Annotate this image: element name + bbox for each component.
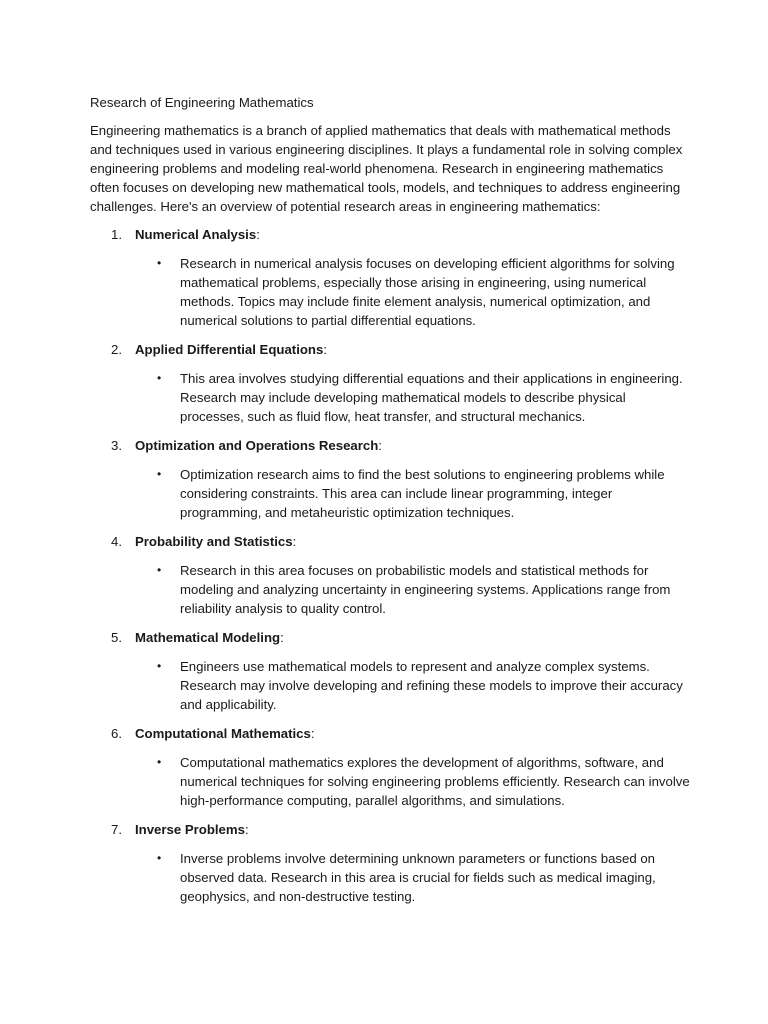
section-7 xyxy=(90,820,690,906)
section-number: 4. xyxy=(111,534,122,549)
bullet-icon: • xyxy=(157,755,162,769)
section-title: Applied Differential Equations xyxy=(135,342,324,357)
bullet-text: Optimization research aims to find the best solutions to engineering problems while considering constraints. This area can include linear programming, integer programming, and metaheuristic optimization techniques. xyxy=(180,467,665,520)
section-heading xyxy=(90,225,690,244)
section-5 xyxy=(90,628,690,714)
bullet-item xyxy=(90,465,690,522)
section-number: 7. xyxy=(111,822,122,837)
document-page xyxy=(90,93,690,916)
section-colon: : xyxy=(378,438,382,453)
bullet-item xyxy=(90,657,690,714)
section-heading xyxy=(90,724,690,743)
section-3 xyxy=(90,436,690,522)
section-colon: : xyxy=(280,630,284,645)
bullet-text: Inverse problems involve determining unknown parameters or functions based on observed data. Research in this area is crucial for fields such as medical imaging, geophysics, and non-destructive testing. xyxy=(180,851,656,904)
bullet-icon: • xyxy=(157,659,162,673)
bullet-item xyxy=(90,561,690,618)
bullet-item xyxy=(90,369,690,426)
bullet-icon: • xyxy=(157,467,162,481)
section-number: 3. xyxy=(111,438,122,453)
document-title: Research of Engineering Mathematics xyxy=(90,95,314,110)
section-heading xyxy=(90,820,690,839)
section-colon: : xyxy=(292,534,297,549)
section-heading xyxy=(90,340,690,359)
section-title: Mathematical Modeling xyxy=(135,630,281,645)
bullet-text: Engineers use mathematical models to represent and analyze complex systems. Research may involve developing and refining these models to improve their accuracy and applicability. xyxy=(180,659,683,712)
section-title: Inverse Problems xyxy=(135,822,245,837)
section-title: Computational Mathematics xyxy=(135,726,311,741)
section-heading xyxy=(90,628,690,647)
bullet-icon: • xyxy=(157,371,162,385)
section-colon: : xyxy=(323,342,327,357)
section-title: Numerical Analysis xyxy=(135,227,257,242)
bullet-item xyxy=(90,753,690,810)
intro-paragraph: Engineering mathematics is a branch of applied mathematics that deals with mathematical methods and techniques used in various engineering disciplines. It plays a fundamental role in solving complex engineering problems and modeling real-world phenomena. Research in engineering mathematics often focuses on developing new mathematical tools, models, and techniques to address engineering challenges. Here's an overview of potential research areas in engineering mathematics: xyxy=(90,123,683,214)
bullet-text: Computational mathematics explores the development of algorithms, software, and numerical techniques for solving engineering problems efficiently. Research can involve high-performance computing, parallel algorithms, and simulations. xyxy=(180,755,690,808)
section-heading xyxy=(90,532,690,551)
bullet-text: Research in numerical analysis focuses on developing efficient algorithms for solving mathematical problems, especially those arising in engineering, using numerical methods. Topics may include finite element analysis, numerical optimization, and numerical solutions to partial differential equations. xyxy=(180,256,675,328)
section-2 xyxy=(90,340,690,426)
section-colon: : xyxy=(244,822,249,837)
bullet-item xyxy=(90,849,690,906)
section-number: 2. xyxy=(111,342,122,357)
bullet-icon: • xyxy=(157,563,162,577)
section-1 xyxy=(90,225,690,330)
section-6 xyxy=(90,724,690,810)
section-title: Optimization and Operations Research xyxy=(135,438,379,453)
section-number: 6. xyxy=(111,726,122,741)
section-title: Probability and Statistics xyxy=(135,534,293,549)
bullet-item xyxy=(90,254,690,330)
bullet-text: Research in this area focuses on probabilistic models and statistical methods for modeling and analyzing uncertainty in engineering systems. Applications range from reliability analysis to quality control. xyxy=(180,563,671,616)
section-colon: : xyxy=(256,227,260,242)
bullet-icon: • xyxy=(157,851,162,865)
bullet-text: This area involves studying differential equations and their applications in engineering. Research may include developing mathematical models to describe physical processes, such as fluid flow, heat transfer, and structural mechanics. xyxy=(180,371,683,424)
section-number: 5. xyxy=(111,630,122,645)
section-heading xyxy=(90,436,690,455)
bullet-icon: • xyxy=(157,256,162,270)
section-4 xyxy=(90,532,690,618)
section-colon: : xyxy=(310,726,315,741)
section-number: 1. xyxy=(111,227,122,242)
